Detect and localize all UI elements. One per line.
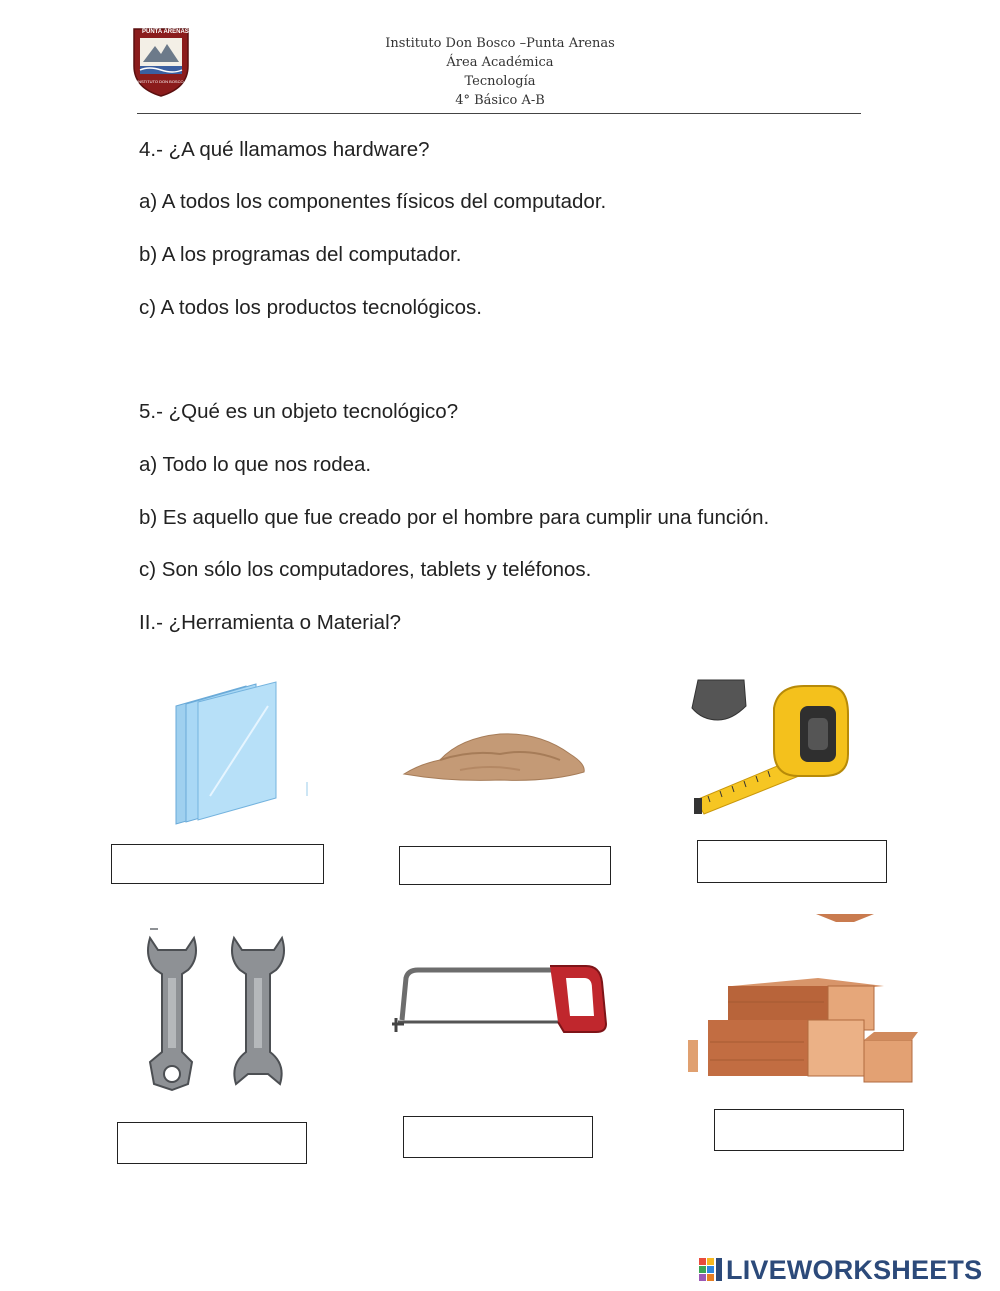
header-institution: Instituto Don Bosco –Punta Arenas xyxy=(385,36,615,51)
answer-box-3[interactable] xyxy=(697,840,887,883)
crest-top-text: PUNTA ARENAS xyxy=(142,29,189,35)
question-5-option-a[interactable]: a) Todo lo que nos rodea. xyxy=(139,453,372,476)
wrenches-icon xyxy=(140,928,300,1098)
tape-measure-icon xyxy=(688,678,860,818)
question-4-prompt: 4.- ¿A qué llamamos hardware? xyxy=(139,138,430,161)
crest-bottom-text: INSTITUTO DON BOSCO xyxy=(137,79,184,84)
question-5-prompt: 5.- ¿Qué es un objeto tecnológico? xyxy=(139,400,459,423)
answer-box-5[interactable] xyxy=(403,1116,593,1158)
question-4-option-c[interactable]: c) A todos los productos tecnológicos. xyxy=(139,296,483,319)
liveworksheets-brand: LIVEWORKSHEETS xyxy=(726,1254,983,1285)
header-grade: 4° Básico A-B xyxy=(455,93,545,108)
hacksaw-icon xyxy=(388,960,612,1042)
answer-box-2[interactable] xyxy=(399,846,611,885)
answer-box-6[interactable] xyxy=(714,1109,904,1151)
liveworksheets-logo-icon xyxy=(698,1257,724,1283)
liveworksheets-footer[interactable] xyxy=(698,1254,982,1286)
header-divider xyxy=(137,113,861,114)
question-4-option-b[interactable]: b) A los programas del computador. xyxy=(139,243,462,266)
glass-panes-icon xyxy=(140,676,310,831)
question-5-option-b[interactable]: b) Es aquello que fue creado por el hombre para cumplir una función. xyxy=(139,506,770,529)
question-4-option-a[interactable]: a) A todos los componentes físicos del computador. xyxy=(139,190,607,213)
wood-beams-icon xyxy=(688,912,924,1087)
clay-pile-icon xyxy=(400,690,590,810)
header-area: Área Académica xyxy=(446,55,554,70)
answer-box-4[interactable] xyxy=(117,1122,307,1164)
section-2-title: II.- ¿Herramienta o Material? xyxy=(139,611,402,634)
answer-box-1[interactable] xyxy=(111,844,324,884)
header-subject: Tecnología xyxy=(464,74,536,89)
question-5-option-c[interactable]: c) Son sólo los computadores, tablets y teléfonos. xyxy=(139,558,592,581)
